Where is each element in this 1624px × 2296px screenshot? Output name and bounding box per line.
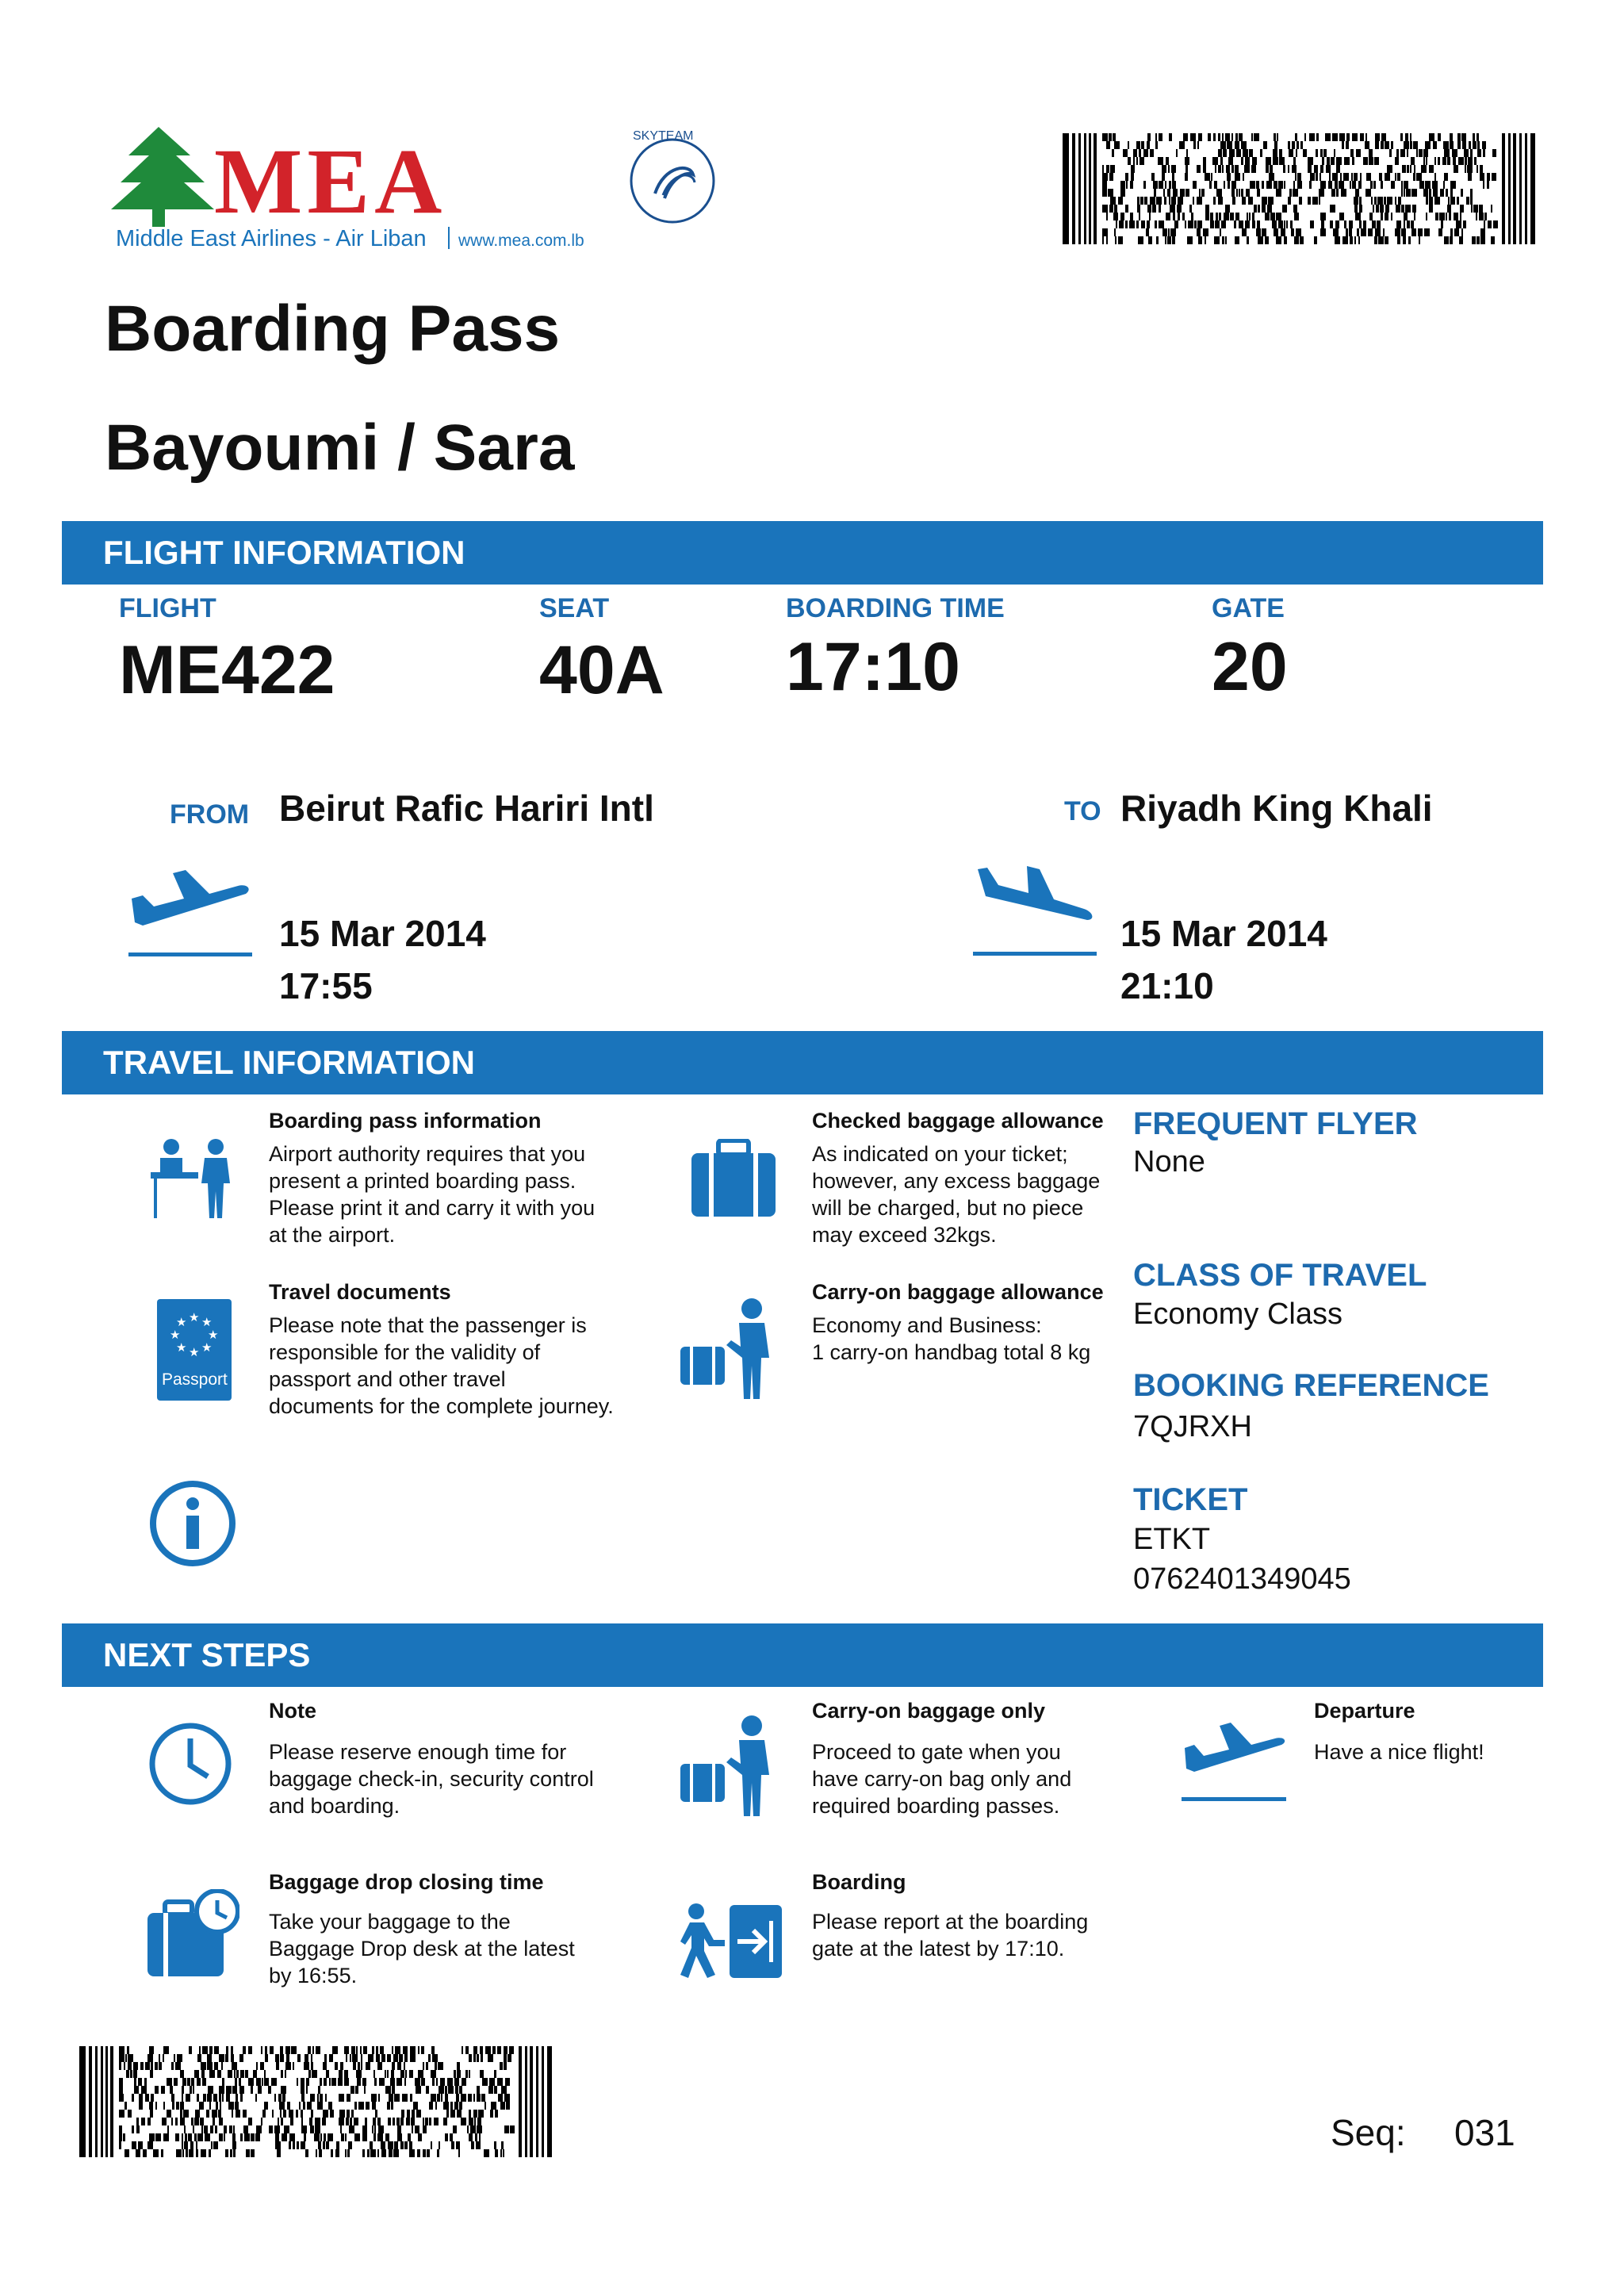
destination-airport: Riyadh King Khali <box>1120 788 1433 829</box>
boarding-body: Please report at the boarding gate at the latest by 17:10. <box>812 1910 1089 1961</box>
skyteam-text: SKYTEAM <box>633 129 694 143</box>
departure-date: 15 Mar 2014 <box>279 913 486 954</box>
carry-on-traveler-icon <box>679 1297 777 1401</box>
seat-number: 40A <box>539 632 665 708</box>
checked-baggage-body: As indicated on your ticket; however, any excess baggage will be charged, but no piece may exceed 32kgs. <box>812 1142 1101 1247</box>
svg-text:★: ★ <box>208 1328 219 1342</box>
suitcase-icon <box>690 1139 777 1218</box>
passport-icon <box>157 1299 232 1401</box>
booking-reference-value: 7QJRXH <box>1133 1410 1252 1443</box>
mea-logo <box>111 127 603 254</box>
carry-on-only-body: Proceed to gate when you have carry-on bag only and required boarding passes. <box>812 1740 1072 1818</box>
to-label: TO <box>1064 796 1101 826</box>
ticket-number: 0762401349045 <box>1133 1562 1351 1596</box>
check-in-counter-icon <box>147 1136 236 1221</box>
carry-on-allowance-body: Economy and Business: 1 carry-on handbag total 8 kg <box>812 1313 1091 1364</box>
flight-number: ME422 <box>119 632 335 708</box>
baggage-drop-title: Baggage drop closing time <box>269 1870 544 1894</box>
frequent-flyer-label: FREQUENT FLYER <box>1133 1106 1418 1141</box>
sequence-number: 031 <box>1454 2112 1515 2153</box>
boarding-gate-icon <box>680 1902 783 1981</box>
carry-on-allowance-title: Carry-on baggage allowance <box>812 1280 1104 1304</box>
svg-text:★: ★ <box>170 1328 181 1342</box>
flight-info-heading: FLIGHT INFORMATION <box>62 521 1543 585</box>
ticket-label: TICKET <box>1133 1482 1248 1517</box>
carry-on-only-title: Carry-on baggage only <box>812 1699 1046 1723</box>
next-steps-heading: NEXT STEPS <box>62 1623 1543 1687</box>
boarding-title: Boarding <box>812 1870 906 1894</box>
departure-time: 17:55 <box>279 965 373 1006</box>
takeoff-icon <box>127 868 254 960</box>
logo-text: MEA <box>214 129 447 233</box>
boarding-time: 17:10 <box>786 629 960 705</box>
info-icon <box>149 1480 236 1567</box>
frequent-flyer-value: None <box>1133 1145 1205 1179</box>
cedar-tree-icon <box>111 127 214 227</box>
sequence-label: Seq: <box>1331 2112 1406 2153</box>
checked-baggage-title: Checked baggage allowance <box>812 1109 1104 1133</box>
svg-text:★: ★ <box>201 1316 213 1329</box>
boarding-time-label: BOARDING TIME <box>786 593 1005 623</box>
clock-icon <box>147 1721 233 1807</box>
booking-reference-label: BOOKING REFERENCE <box>1133 1368 1489 1403</box>
svg-text:★: ★ <box>189 1346 200 1359</box>
skyteam-logo <box>617 125 720 228</box>
departure-title: Departure <box>1314 1699 1415 1723</box>
note-body: Please reserve enough time for baggage check-in, security control and boarding. <box>269 1740 594 1818</box>
gate-label: GATE <box>1212 593 1285 623</box>
airline-website: www.mea.com.lb <box>458 232 584 250</box>
barcode-bottom <box>79 2046 552 2157</box>
seat-label: SEAT <box>539 593 610 623</box>
svg-text:★: ★ <box>189 1311 200 1324</box>
class-of-travel-value: Economy Class <box>1133 1297 1342 1331</box>
baggage-drop-body: Take your baggage to the Baggage Drop desk at the latest by 16:55. <box>269 1910 575 1987</box>
carry-on-only-icon <box>679 1715 777 1818</box>
travel-info-heading: TRAVEL INFORMATION <box>62 1031 1543 1094</box>
class-of-travel-label: CLASS OF TRAVEL <box>1133 1258 1427 1293</box>
from-label: FROM <box>170 799 250 830</box>
airline-name: Middle East Airlines - Air Liban <box>116 226 427 251</box>
barcode-top <box>1063 133 1535 244</box>
boarding-pass-info-body: Airport authority requires that you present a printed boarding pass. Please print it and carry it with you at the airport. <box>269 1142 596 1247</box>
boarding-pass-info-title: Boarding pass information <box>269 1109 542 1133</box>
passenger-name: Bayoumi / Sara <box>105 412 575 484</box>
page-title: Boarding Pass <box>105 293 561 365</box>
arrival-time: 21:10 <box>1120 965 1214 1006</box>
landing-icon <box>971 864 1098 960</box>
gate-number: 20 <box>1212 629 1288 705</box>
passport-icon-text: Passport <box>162 1370 228 1389</box>
svg-text:★: ★ <box>176 1316 187 1329</box>
travel-documents-title: Travel documents <box>269 1280 451 1304</box>
ticket-type: ETKT <box>1133 1523 1211 1556</box>
svg-text:★: ★ <box>176 1341 187 1355</box>
origin-airport: Beirut Rafic Hariri Intl <box>279 788 654 829</box>
travel-documents-body: Please note that the passenger is responsible for the validity of passport and other travel documents for the complete journey. <box>269 1313 614 1418</box>
svg-text:★: ★ <box>201 1341 213 1355</box>
arrival-date: 15 Mar 2014 <box>1120 913 1327 954</box>
note-title: Note <box>269 1699 316 1723</box>
flight-label: FLIGHT <box>119 593 216 623</box>
departure-plane-icon <box>1180 1721 1288 1805</box>
departure-body: Have a nice flight! <box>1314 1740 1484 1764</box>
baggage-drop-clock-icon <box>146 1889 239 1978</box>
